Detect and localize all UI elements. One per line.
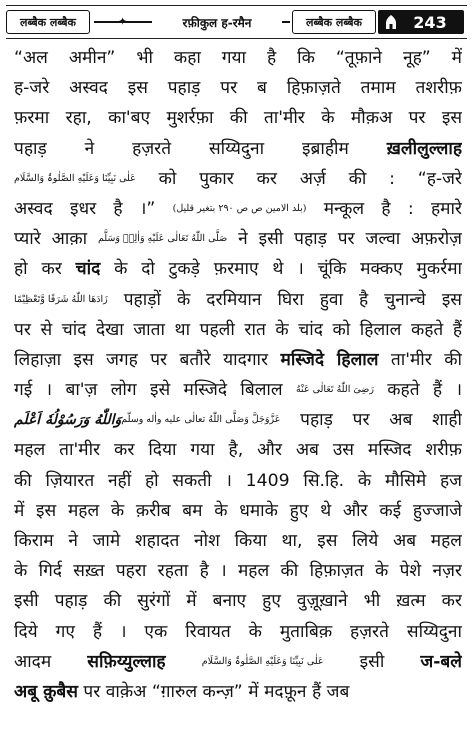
star-ornament-icon: ✦ [118, 15, 128, 28]
page-header [6, 5, 467, 39]
text-segment: के दो टुकड़े फ़रमाए थे । चूंकि मक्कए मुकर्रमा [100, 259, 462, 280]
text-line [14, 496, 462, 526]
header-title: रफ़ीकुल ह-रमैन [182, 15, 252, 30]
text-segment: किराम ने जामे शहादत नोश किया था, इस लिये अब महल [14, 531, 462, 551]
article-body [14, 43, 462, 707]
text-segment: लिहाज़ा इस जगह पर बतौरे यादगार [14, 349, 281, 370]
arabic-invocation: عَزَّوَجَلَّ وَصَلَّى اللّٰهُ تعالٰی علیه واٰله وسلّم [121, 414, 281, 426]
text-segment: “अल अमीन” भी कहा गया है कि “तूफ़ाने नूह” में [14, 48, 462, 68]
text-segment: में इस महल के क़रीब बम के धमाके हुए थे और कई हुज्जाजे [14, 500, 462, 521]
text-segment: इसी पहाड़ की सुरंगों में बनाए हुए वुज़ूख़ाने भी ख़त्म कर [14, 591, 462, 612]
text-line [14, 315, 462, 345]
bold-term: ख़लीलुल्लाह [386, 138, 462, 159]
text-segment [166, 652, 202, 672]
text-segment: फ़रमा रहा, का'बए मुशर्रफ़ा की ता'मीर के मौक़अ पर इस [14, 108, 462, 129]
text-segment: को पुकार कर अर्ज़ की : “ह-जरे [135, 168, 462, 189]
page-number: 243 [413, 12, 447, 32]
text-segment: ह-जरे अस्वद इस पहाड़ पर ब हिफ़ाज़ते तमाम तशरीफ़ [14, 78, 462, 99]
text-segment: हो कर [14, 259, 76, 280]
bold-term: चांद [75, 259, 101, 280]
text-segment: दिये गए हैं । एक रिवायत के मुताबिक़ हज़रते सय्यिदुना [14, 621, 462, 642]
text-segment: पर वाक़ेअ “ग़ारुल कन्ज़” में मदफ़ून हैं जब [77, 681, 350, 702]
header-tag-right: लब्बैक लब्बैक [292, 10, 376, 34]
arabic-invocation: (بلد الامین ص ص ۲۹۰ بتغیر قلیل) [172, 202, 307, 214]
text-segment: प्यारे आक़ा [14, 229, 98, 250]
text-segment: के गिर्द सख़्त पहरा रहता है । महल की हिफ़ाज़त के पेशे नज़र [14, 561, 462, 582]
bold-term: सफ़िय्युल्लाह [87, 651, 166, 672]
text-segment: कहते हैं । [373, 380, 462, 401]
arabic-invocation: رَضِیَ اللّٰهُ تَعَالٰی عَنْهُ [295, 384, 374, 396]
text-line [14, 285, 462, 315]
text-line [14, 194, 462, 224]
text-line [14, 375, 462, 405]
text-line [14, 164, 462, 194]
text-line [14, 345, 462, 375]
text-segment: पहाड़ पर अब शाही [280, 410, 462, 431]
bold-term: अबू क़ुबैस [14, 681, 78, 702]
text-line [14, 43, 462, 73]
text-segment: ने इसी पहाड़ पर जल्वा अफ़रोज़ [227, 229, 462, 250]
text-line [14, 103, 462, 133]
bold-term: मस्जिदे हिलाल [280, 349, 379, 370]
mosque-icon [384, 14, 398, 30]
text-line [14, 526, 462, 556]
text-segment: महल ता'मीर कर दिया गया है, और अब उस मस्जिद शरीफ़ [14, 440, 462, 461]
text-segment: पर से चांद देखा जाता था पहली रात के चांद को हिलाल कहते हैं [14, 319, 462, 340]
header-tag-left: लब्बैक लब्बैक [6, 10, 90, 34]
text-segment: इसी [323, 651, 421, 672]
arabic-invocation: زَادَهَا اللّٰهُ شَرَفًا وَّتَعْظِیْمًا [14, 293, 108, 305]
text-line [14, 586, 462, 616]
page-number-box [378, 10, 464, 34]
text-segment: पहाड़ ने हज़रते सय्यिदुना इब्राहीम [14, 138, 387, 159]
text-line [14, 617, 462, 647]
text-line [14, 405, 462, 435]
arabic-invocation: صَلَّى اللّٰهُ تَعَالٰی عَلَیْهِ وَاٰلِهٖ وَسَلَّم [97, 233, 228, 245]
text-line [14, 647, 462, 677]
bold-term: ज-बले [420, 651, 462, 672]
arabic-invocation: عَلٰی نَبِیِّنَا وَعَلَیْهِ الصَّلٰوۃُ وَالسَّلَام [14, 172, 136, 184]
text-line [14, 556, 462, 586]
header-ornament-right [282, 21, 290, 23]
text-line [14, 466, 462, 496]
text-segment: की ज़ियारत नहीं हो सकती । 1409 सि.हि. के मौसिमे हज [14, 470, 462, 491]
text-line [14, 134, 462, 164]
text-segment: मन्कूल है : हमारे [306, 198, 462, 219]
text-segment: ता'मीर की [378, 349, 462, 370]
text-segment: पहाड़ों के दरमियान घिरा हुवा है चुनान्चे इस [107, 289, 462, 310]
text-line [14, 254, 462, 284]
text-line [14, 677, 462, 707]
text-segment: आदम [14, 651, 88, 672]
arabic-phrase: وَاللّٰهُ وَرَسُوْلُهٗ اَعْلَم [14, 412, 122, 429]
arabic-invocation: عَلٰی نَبِیِّنَا وَعَلَیْهِ الصَّلٰوۃُ وَالسَّلَام [201, 655, 324, 667]
text-line [14, 435, 462, 465]
text-line [14, 224, 462, 254]
text-segment: गई । बा'ज़ लोग इसे मस्जिदे बिलाल [14, 380, 296, 401]
text-line [14, 73, 462, 103]
text-segment: अस्वद इधर है ।” [14, 198, 173, 219]
